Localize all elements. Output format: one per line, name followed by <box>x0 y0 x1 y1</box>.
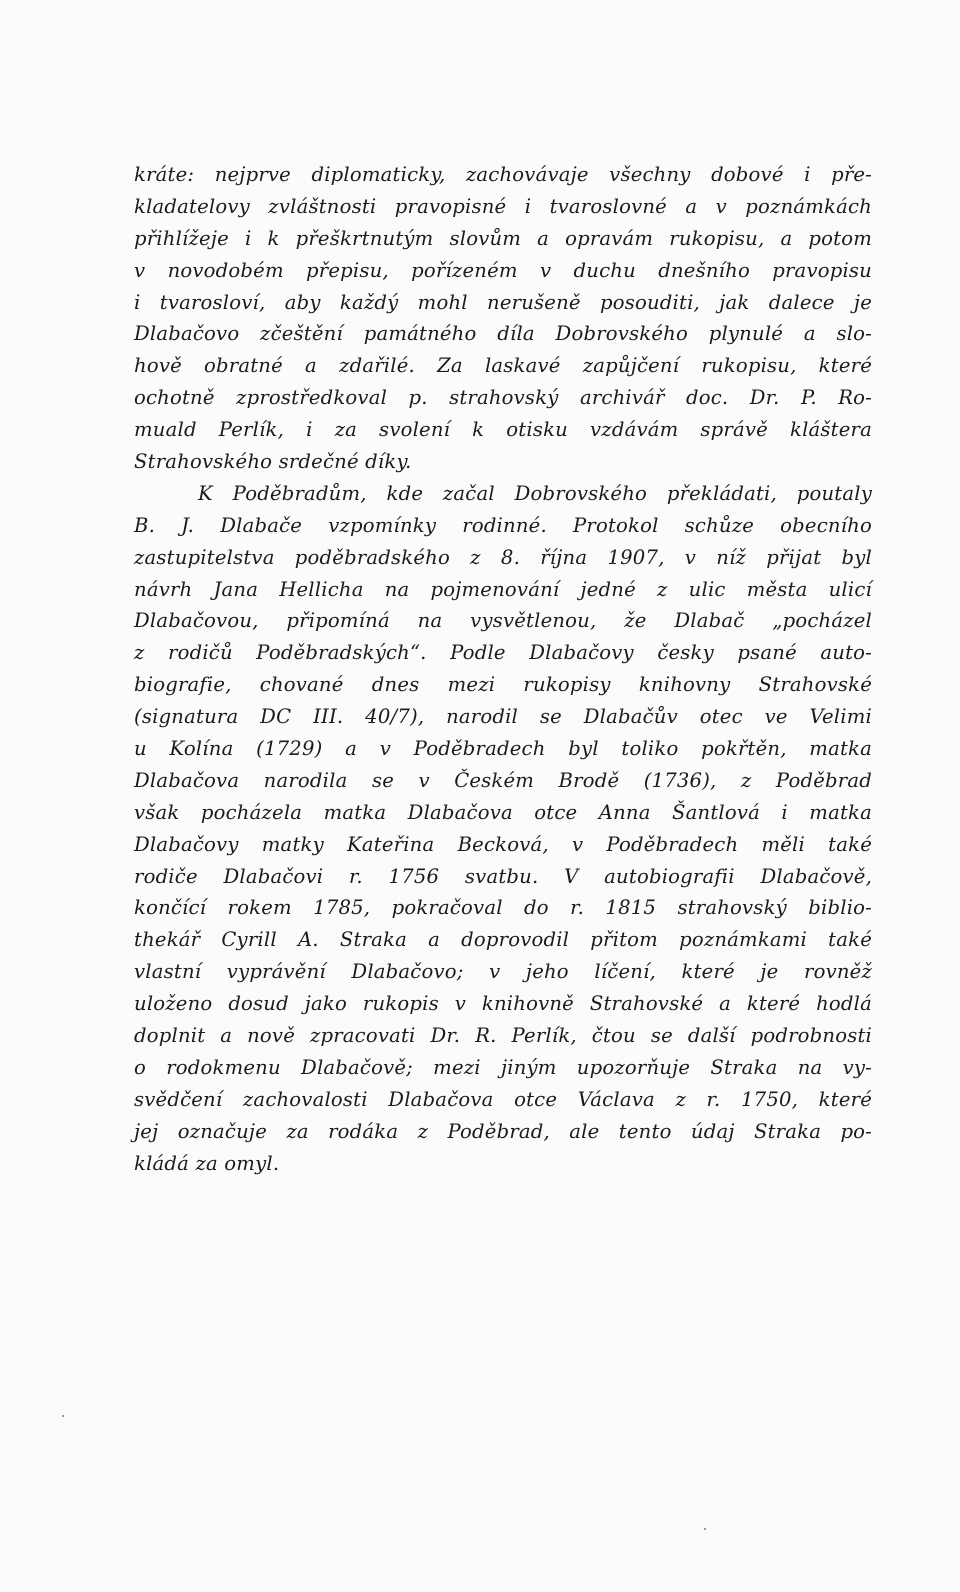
text-line: Dlabačovy matky Kateřina Becková, v Poděbradech měli také <box>134 832 872 856</box>
paragraph-start-line: K Poděbradům, kde začal Dobrovského překládati, poutaly <box>198 481 872 505</box>
scan-speck <box>62 1415 64 1417</box>
paragraph-end-line: kládá za omyl. <box>134 1151 280 1175</box>
text-line: vlastní vyprávění Dlabačovo; v jeho líčení, které je rovněž <box>134 960 872 984</box>
text-line: z rodičů Poděbradských“. Podle Dlabačovy česky psané auto- <box>134 641 872 665</box>
text-line: Dlabačova narodila se v Českém Brodě (1736), z Poděbrad <box>134 768 872 792</box>
text-line: v novodobém přepisu, pořízeném v duchu dnešního pravopisu <box>134 258 872 282</box>
text-line: o rodokmenu Dlabačově; mezi jiným upozorňuje Straka na vy- <box>134 1055 872 1079</box>
text-line: Dlabačovo zčeštění památného díla Dobrovského plynulé a slo- <box>134 322 872 346</box>
text-line: doplnit a nově zpracovati Dr. R. Perlík, čtou se další podrobnosti <box>134 1024 872 1048</box>
text-line: i tvarosloví, aby každý mohl nerušeně posouditi, jak dalece je <box>134 290 872 314</box>
text-line: Dlabačovou, připomíná na vysvětlenou, že Dlabač „pocházel <box>134 609 872 633</box>
text-line: svědčení zachovalosti Dlabačova otce Václava z r. 1750, které <box>134 1087 872 1111</box>
body-text <box>134 159 872 1180</box>
text-line: (signatura DC III. 40/7), narodil se Dlabačův otec ve Velimi <box>134 705 872 729</box>
text-line: kladatelovy zvláštnosti pravopisné i tvaroslovné a v poznámkách <box>134 194 872 218</box>
text-line: uloženo dosud jako rukopis v knihovně Strahovské a které hodlá <box>134 992 872 1016</box>
text-line: hově obratné a zdařilé. Za laskavé zapůjčení rukopisu, které <box>134 354 872 378</box>
paragraph-end-line: Strahovského srdečné díky. <box>134 450 412 474</box>
text-line: zastupitelstva poděbradského z 8. října 1907, v níž přijat byl <box>134 545 872 569</box>
text-line: jej označuje za rodáka z Poděbrad, ale tento údaj Straka po- <box>134 1119 872 1143</box>
text-line: thekář Cyrill A. Straka a doprovodil přitom poznámkami také <box>134 928 872 952</box>
text-line: však pocházela matka Dlabačova otce Anna Šantlová i matka <box>134 800 872 824</box>
text-line: končící rokem 1785, pokračoval do r. 1815 strahovský biblio- <box>134 896 872 920</box>
text-line: biografie, chované dnes mezi rukopisy knihovny Strahovské <box>134 673 872 697</box>
text-line: přihlížeje i k přeškrtnutým slovům a opravám rukopisu, a potom <box>134 226 872 250</box>
text-line: ochotně zprostředkoval p. strahovský archivář doc. Dr. P. Ro- <box>134 386 872 410</box>
text-line: návrh Jana Hellicha na pojmenování jedné z ulic města ulicí <box>134 577 872 601</box>
text-line: rodiče Dlabačovi r. 1756 svatbu. V autobiografii Dlabačově, <box>134 864 872 888</box>
text-line: kráte: nejprve diplomaticky, zachovávaje všechny dobové i pře- <box>134 163 872 186</box>
text-line: u Kolína (1729) a v Poděbradech byl toliko pokřtěn, matka <box>134 737 872 761</box>
text-line: muald Perlík, i za svolení k otisku vzdávám správě kláštera <box>134 418 872 442</box>
text-line: B. J. Dlabače vzpomínky rodinné. Protokol schůze obecního <box>134 513 872 537</box>
scan-speck <box>704 1528 706 1530</box>
